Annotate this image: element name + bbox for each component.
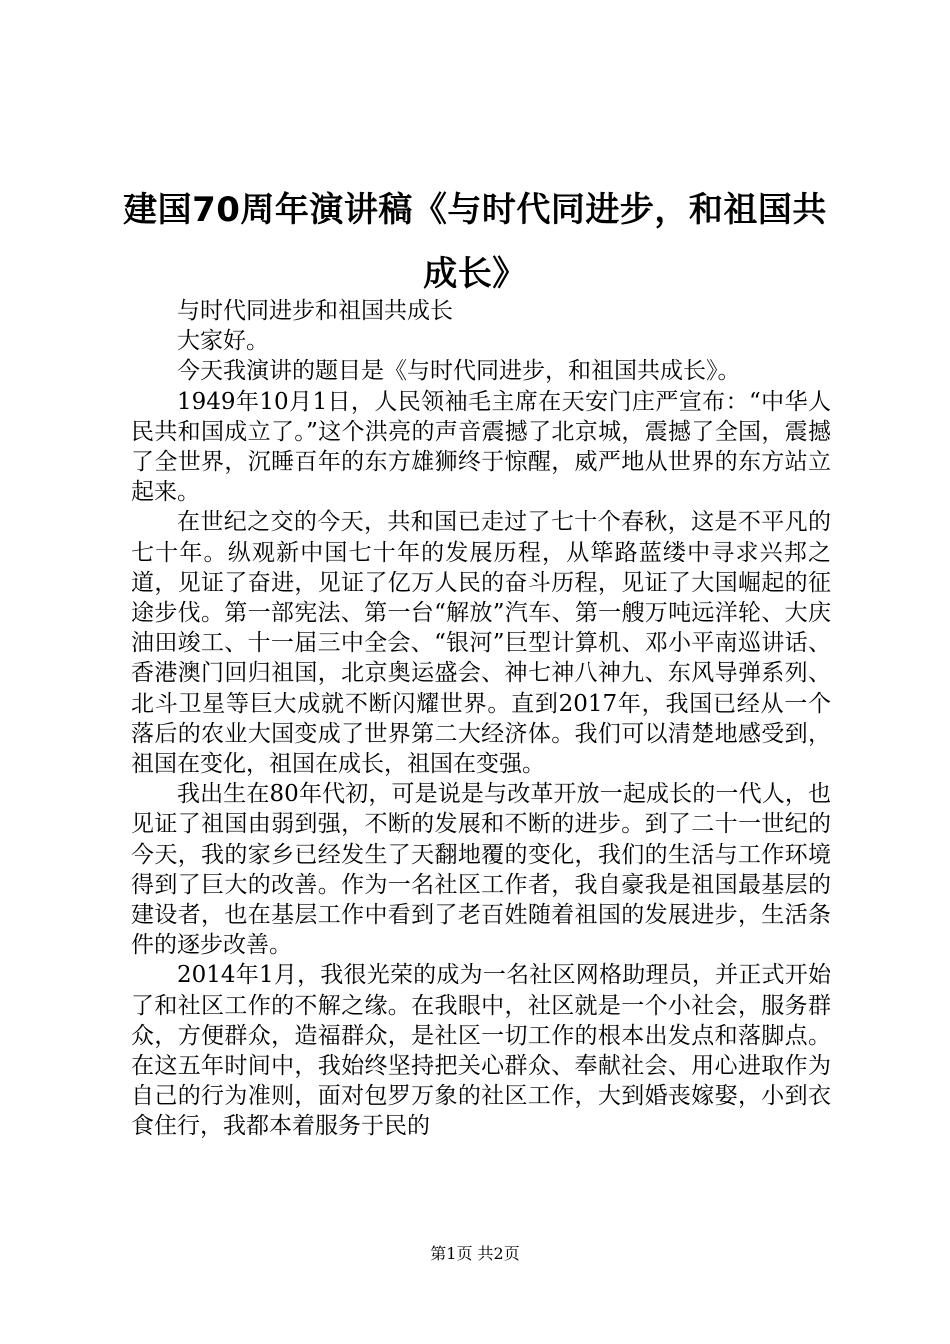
document-title: 建国70周年演讲稿《与时代同进步，和祖国共成长》 bbox=[123, 190, 827, 294]
paragraph-1949: 1949年10月1日，人民领袖毛主席在天安门庄严宣布：“中华人民共和国成立了。”这个洪亮的声音震撼了北京城，震撼了全国，震撼了全世界，沉睡百年的东方雄狮终于惊醒，威严地从世界的东方站立起来。 bbox=[131, 388, 831, 506]
paragraph-born-80s: 我出生在80年代初，可是说是与改革开放一起成长的一代人，也见证了祖国由弱到强，不断的发展和不断的进步。到了二十一世纪的今天，我的家乡已经发生了天翻地覆的变化，我们的生活与工作环境得到了巨大的改善。作为一名社区工作者，我自豪我是祖国最基层的建设者，也在基层工作中看到了老百姓随着祖国的发展进步，生活条件的逐步改善。 bbox=[131, 781, 831, 959]
document-body bbox=[131, 296, 831, 1142]
paragraph-seventy-years: 在世纪之交的今天，共和国已走过了七十个春秋，这是不平凡的七十年。纵观新中国七十年的发展历程，从筚路蓝缕中寻求兴邦之道，见证了奋进，见证了亿万人民的奋斗历程，见证了大国崛起的征途步伐。第一部宪法、第一台“解放”汽车、第一艘万吨远洋轮、大庆油田竣工、十一届三中全会、“银河”巨型计算机、邓小平南巡讲话、香港澳门回归祖国，北京奥运盛会、神七神八神九、东风导弹系列、北斗卫星等巨大成就不断闪耀世界。直到2017年，我国已经从一个落后的农业大国变成了世界第二大经济体。我们可以清楚地感受到，祖国在变化，祖国在成长，祖国在变强。 bbox=[131, 509, 831, 778]
paragraph-2014: 2014年1月，我很光荣的成为一名社区网格助理员，并正式开始了和社区工作的不解之缘。在我眼中，社区就是一个小社会，服务群众，方便群众，造福群众，是社区一切工作的根本出发点和落脚点。在这五年时间中，我始终坚持把关心群众、奉献社会、用心进取作为自己的行为准则，面对包罗万象的社区工作，大到婚丧嫁娶，小到衣食住行，我都本着服务于民的 bbox=[131, 962, 831, 1140]
page-footer: 第1页 共2页 bbox=[430, 1244, 520, 1263]
paragraph-subtitle: 与时代同进步和祖国共成长 bbox=[177, 298, 453, 324]
paragraph-greeting: 大家好。 bbox=[177, 328, 269, 355]
paragraph-topic: 今天我演讲的题目是《与时代同进步，和祖国共成长》。 bbox=[177, 358, 741, 385]
